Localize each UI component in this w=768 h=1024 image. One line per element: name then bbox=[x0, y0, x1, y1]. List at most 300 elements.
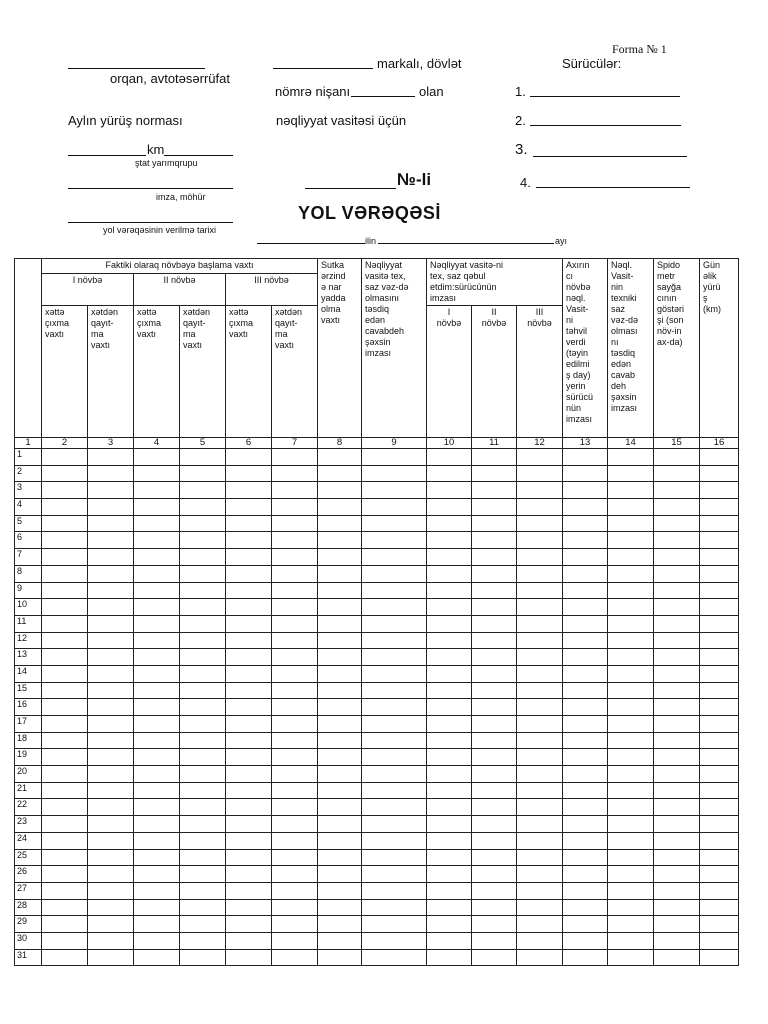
table-cell[interactable] bbox=[272, 449, 318, 466]
table-cell[interactable] bbox=[608, 832, 654, 849]
table-cell[interactable] bbox=[180, 532, 226, 549]
table-cell[interactable] bbox=[180, 916, 226, 933]
table-cell[interactable] bbox=[226, 949, 272, 966]
table-cell[interactable] bbox=[226, 749, 272, 766]
table-cell[interactable] bbox=[42, 799, 88, 816]
table-cell[interactable] bbox=[134, 599, 180, 616]
table-cell[interactable] bbox=[608, 582, 654, 599]
table-cell[interactable] bbox=[472, 615, 517, 632]
table-cell[interactable] bbox=[563, 899, 608, 916]
table-cell[interactable] bbox=[272, 649, 318, 666]
table-cell[interactable] bbox=[608, 882, 654, 899]
table-cell[interactable] bbox=[608, 549, 654, 566]
table-cell[interactable] bbox=[134, 465, 180, 482]
table-cell[interactable] bbox=[134, 882, 180, 899]
table-cell[interactable] bbox=[134, 832, 180, 849]
table-cell[interactable] bbox=[362, 699, 427, 716]
table-cell[interactable] bbox=[427, 716, 472, 733]
table-cell[interactable] bbox=[427, 449, 472, 466]
table-cell[interactable] bbox=[318, 949, 362, 966]
table-cell[interactable] bbox=[700, 866, 739, 883]
table-cell[interactable] bbox=[654, 649, 700, 666]
table-cell[interactable] bbox=[318, 632, 362, 649]
table-cell[interactable] bbox=[318, 615, 362, 632]
table-cell[interactable] bbox=[654, 482, 700, 499]
table-cell[interactable] bbox=[517, 515, 563, 532]
table-cell[interactable] bbox=[427, 899, 472, 916]
table-cell[interactable] bbox=[88, 682, 134, 699]
table-cell[interactable] bbox=[226, 766, 272, 783]
table-cell[interactable] bbox=[88, 582, 134, 599]
table-cell[interactable] bbox=[226, 882, 272, 899]
table-cell[interactable] bbox=[226, 932, 272, 949]
table-cell[interactable] bbox=[654, 932, 700, 949]
table-cell[interactable] bbox=[226, 899, 272, 916]
table-cell[interactable] bbox=[700, 849, 739, 866]
table-cell[interactable] bbox=[42, 532, 88, 549]
table-cell[interactable] bbox=[272, 632, 318, 649]
table-cell[interactable] bbox=[180, 832, 226, 849]
table-cell[interactable] bbox=[608, 699, 654, 716]
table-cell[interactable] bbox=[700, 799, 739, 816]
table-cell[interactable] bbox=[472, 749, 517, 766]
table-cell[interactable] bbox=[608, 532, 654, 549]
table-cell[interactable] bbox=[88, 515, 134, 532]
table-cell[interactable] bbox=[42, 549, 88, 566]
table-cell[interactable] bbox=[427, 499, 472, 516]
table-cell[interactable] bbox=[563, 515, 608, 532]
table-cell[interactable] bbox=[42, 665, 88, 682]
table-cell[interactable] bbox=[472, 866, 517, 883]
table-cell[interactable] bbox=[272, 532, 318, 549]
table-cell[interactable] bbox=[362, 449, 427, 466]
table-cell[interactable] bbox=[42, 732, 88, 749]
table-cell[interactable] bbox=[654, 449, 700, 466]
table-cell[interactable] bbox=[517, 882, 563, 899]
table-cell[interactable] bbox=[654, 632, 700, 649]
table-cell[interactable] bbox=[427, 465, 472, 482]
table-cell[interactable] bbox=[318, 465, 362, 482]
table-cell[interactable] bbox=[654, 916, 700, 933]
table-cell[interactable] bbox=[517, 449, 563, 466]
table-cell[interactable] bbox=[134, 732, 180, 749]
table-cell[interactable] bbox=[226, 732, 272, 749]
table-cell[interactable] bbox=[362, 916, 427, 933]
table-cell[interactable] bbox=[88, 816, 134, 833]
table-cell[interactable] bbox=[654, 732, 700, 749]
table-cell[interactable] bbox=[563, 732, 608, 749]
table-cell[interactable] bbox=[427, 599, 472, 616]
table-cell[interactable] bbox=[362, 849, 427, 866]
table-cell[interactable] bbox=[472, 649, 517, 666]
table-cell[interactable] bbox=[226, 682, 272, 699]
table-cell[interactable] bbox=[88, 549, 134, 566]
table-cell[interactable] bbox=[226, 615, 272, 632]
table-cell[interactable] bbox=[88, 599, 134, 616]
table-cell[interactable] bbox=[517, 732, 563, 749]
table-cell[interactable] bbox=[88, 799, 134, 816]
table-cell[interactable] bbox=[654, 682, 700, 699]
table-cell[interactable] bbox=[427, 549, 472, 566]
table-cell[interactable] bbox=[472, 499, 517, 516]
table-cell[interactable] bbox=[362, 816, 427, 833]
table-cell[interactable] bbox=[654, 882, 700, 899]
table-cell[interactable] bbox=[608, 499, 654, 516]
table-cell[interactable] bbox=[563, 699, 608, 716]
table-cell[interactable] bbox=[362, 932, 427, 949]
table-cell[interactable] bbox=[180, 515, 226, 532]
table-cell[interactable] bbox=[472, 949, 517, 966]
table-cell[interactable] bbox=[654, 615, 700, 632]
table-cell[interactable] bbox=[427, 866, 472, 883]
table-cell[interactable] bbox=[654, 816, 700, 833]
table-cell[interactable] bbox=[362, 649, 427, 666]
table-cell[interactable] bbox=[563, 632, 608, 649]
table-cell[interactable] bbox=[134, 899, 180, 916]
table-cell[interactable] bbox=[134, 716, 180, 733]
table-cell[interactable] bbox=[517, 599, 563, 616]
table-cell[interactable] bbox=[517, 615, 563, 632]
table-cell[interactable] bbox=[318, 899, 362, 916]
table-cell[interactable] bbox=[180, 482, 226, 499]
table-cell[interactable] bbox=[362, 866, 427, 883]
table-cell[interactable] bbox=[362, 949, 427, 966]
table-cell[interactable] bbox=[134, 782, 180, 799]
table-cell[interactable] bbox=[654, 532, 700, 549]
table-cell[interactable] bbox=[88, 615, 134, 632]
table-cell[interactable] bbox=[517, 499, 563, 516]
table-cell[interactable] bbox=[272, 899, 318, 916]
table-cell[interactable] bbox=[608, 599, 654, 616]
table-cell[interactable] bbox=[700, 582, 739, 599]
table-cell[interactable] bbox=[517, 766, 563, 783]
table-cell[interactable] bbox=[362, 482, 427, 499]
table-cell[interactable] bbox=[88, 916, 134, 933]
table-cell[interactable] bbox=[608, 482, 654, 499]
table-cell[interactable] bbox=[654, 599, 700, 616]
table-cell[interactable] bbox=[42, 465, 88, 482]
table-cell[interactable] bbox=[134, 665, 180, 682]
table-cell[interactable] bbox=[517, 832, 563, 849]
table-cell[interactable] bbox=[180, 932, 226, 949]
table-cell[interactable] bbox=[88, 532, 134, 549]
table-cell[interactable] bbox=[563, 866, 608, 883]
table-cell[interactable] bbox=[134, 499, 180, 516]
table-cell[interactable] bbox=[134, 949, 180, 966]
table-cell[interactable] bbox=[180, 582, 226, 599]
table-cell[interactable] bbox=[134, 749, 180, 766]
table-cell[interactable] bbox=[427, 849, 472, 866]
table-cell[interactable] bbox=[563, 482, 608, 499]
table-cell[interactable] bbox=[180, 665, 226, 682]
table-cell[interactable] bbox=[226, 532, 272, 549]
table-cell[interactable] bbox=[318, 482, 362, 499]
table-cell[interactable] bbox=[318, 882, 362, 899]
table-cell[interactable] bbox=[272, 866, 318, 883]
table-cell[interactable] bbox=[226, 632, 272, 649]
table-cell[interactable] bbox=[427, 732, 472, 749]
table-cell[interactable] bbox=[700, 949, 739, 966]
table-cell[interactable] bbox=[134, 866, 180, 883]
table-cell[interactable] bbox=[700, 465, 739, 482]
table-cell[interactable] bbox=[517, 465, 563, 482]
table-cell[interactable] bbox=[180, 615, 226, 632]
table-cell[interactable] bbox=[42, 515, 88, 532]
table-cell[interactable] bbox=[427, 932, 472, 949]
table-cell[interactable] bbox=[563, 832, 608, 849]
table-cell[interactable] bbox=[608, 449, 654, 466]
table-cell[interactable] bbox=[427, 649, 472, 666]
table-cell[interactable] bbox=[134, 682, 180, 699]
table-cell[interactable] bbox=[318, 766, 362, 783]
table-cell[interactable] bbox=[226, 916, 272, 933]
table-cell[interactable] bbox=[654, 699, 700, 716]
table-cell[interactable] bbox=[362, 599, 427, 616]
table-cell[interactable] bbox=[88, 482, 134, 499]
table-cell[interactable] bbox=[517, 866, 563, 883]
table-cell[interactable] bbox=[88, 649, 134, 666]
table-cell[interactable] bbox=[226, 582, 272, 599]
table-cell[interactable] bbox=[134, 582, 180, 599]
table-cell[interactable] bbox=[272, 916, 318, 933]
table-cell[interactable] bbox=[180, 899, 226, 916]
table-cell[interactable] bbox=[272, 565, 318, 582]
table-cell[interactable] bbox=[88, 932, 134, 949]
table-cell[interactable] bbox=[272, 949, 318, 966]
table-cell[interactable] bbox=[563, 499, 608, 516]
table-cell[interactable] bbox=[563, 716, 608, 733]
table-cell[interactable] bbox=[517, 782, 563, 799]
table-cell[interactable] bbox=[563, 882, 608, 899]
table-cell[interactable] bbox=[700, 682, 739, 699]
table-cell[interactable] bbox=[517, 649, 563, 666]
table-cell[interactable] bbox=[362, 882, 427, 899]
table-cell[interactable] bbox=[42, 699, 88, 716]
table-cell[interactable] bbox=[472, 549, 517, 566]
table-cell[interactable] bbox=[427, 832, 472, 849]
table-cell[interactable] bbox=[318, 599, 362, 616]
table-cell[interactable] bbox=[272, 782, 318, 799]
table-cell[interactable] bbox=[563, 949, 608, 966]
table-cell[interactable] bbox=[472, 916, 517, 933]
table-cell[interactable] bbox=[517, 699, 563, 716]
table-cell[interactable] bbox=[654, 465, 700, 482]
table-cell[interactable] bbox=[608, 916, 654, 933]
table-cell[interactable] bbox=[226, 465, 272, 482]
table-cell[interactable] bbox=[563, 615, 608, 632]
table-cell[interactable] bbox=[134, 916, 180, 933]
table-cell[interactable] bbox=[88, 499, 134, 516]
table-cell[interactable] bbox=[608, 816, 654, 833]
table-cell[interactable] bbox=[180, 682, 226, 699]
table-cell[interactable] bbox=[654, 832, 700, 849]
table-cell[interactable] bbox=[362, 615, 427, 632]
table-cell[interactable] bbox=[608, 465, 654, 482]
table-cell[interactable] bbox=[608, 866, 654, 883]
table-cell[interactable] bbox=[700, 882, 739, 899]
table-cell[interactable] bbox=[42, 632, 88, 649]
table-cell[interactable] bbox=[700, 916, 739, 933]
table-cell[interactable] bbox=[318, 665, 362, 682]
table-cell[interactable] bbox=[180, 699, 226, 716]
table-cell[interactable] bbox=[42, 849, 88, 866]
table-cell[interactable] bbox=[88, 449, 134, 466]
table-cell[interactable] bbox=[517, 799, 563, 816]
table-cell[interactable] bbox=[226, 816, 272, 833]
table-cell[interactable] bbox=[42, 882, 88, 899]
table-cell[interactable] bbox=[472, 665, 517, 682]
table-cell[interactable] bbox=[226, 482, 272, 499]
table-cell[interactable] bbox=[88, 832, 134, 849]
table-cell[interactable] bbox=[472, 782, 517, 799]
table-cell[interactable] bbox=[318, 682, 362, 699]
table-cell[interactable] bbox=[472, 732, 517, 749]
table-cell[interactable] bbox=[272, 499, 318, 516]
table-cell[interactable] bbox=[700, 565, 739, 582]
table-cell[interactable] bbox=[654, 565, 700, 582]
table-cell[interactable] bbox=[272, 699, 318, 716]
table-cell[interactable] bbox=[608, 749, 654, 766]
table-cell[interactable] bbox=[700, 599, 739, 616]
table-cell[interactable] bbox=[563, 582, 608, 599]
table-cell[interactable] bbox=[42, 599, 88, 616]
table-cell[interactable] bbox=[134, 632, 180, 649]
table-cell[interactable] bbox=[42, 899, 88, 916]
table-cell[interactable] bbox=[180, 732, 226, 749]
table-cell[interactable] bbox=[654, 549, 700, 566]
table-cell[interactable] bbox=[427, 699, 472, 716]
table-cell[interactable] bbox=[362, 665, 427, 682]
table-cell[interactable] bbox=[362, 732, 427, 749]
table-cell[interactable] bbox=[272, 682, 318, 699]
table-cell[interactable] bbox=[563, 665, 608, 682]
table-cell[interactable] bbox=[608, 649, 654, 666]
table-cell[interactable] bbox=[472, 449, 517, 466]
table-cell[interactable] bbox=[427, 632, 472, 649]
table-cell[interactable] bbox=[226, 866, 272, 883]
table-cell[interactable] bbox=[563, 449, 608, 466]
table-cell[interactable] bbox=[563, 916, 608, 933]
table-cell[interactable] bbox=[272, 599, 318, 616]
table-cell[interactable] bbox=[517, 549, 563, 566]
table-cell[interactable] bbox=[272, 732, 318, 749]
table-cell[interactable] bbox=[318, 749, 362, 766]
table-cell[interactable] bbox=[318, 699, 362, 716]
table-cell[interactable] bbox=[226, 649, 272, 666]
table-cell[interactable] bbox=[272, 832, 318, 849]
table-cell[interactable] bbox=[42, 749, 88, 766]
table-cell[interactable] bbox=[180, 499, 226, 516]
table-cell[interactable] bbox=[472, 515, 517, 532]
table-cell[interactable] bbox=[362, 465, 427, 482]
table-cell[interactable] bbox=[517, 532, 563, 549]
table-cell[interactable] bbox=[180, 799, 226, 816]
table-cell[interactable] bbox=[472, 465, 517, 482]
table-cell[interactable] bbox=[272, 799, 318, 816]
table-cell[interactable] bbox=[272, 766, 318, 783]
table-cell[interactable] bbox=[180, 949, 226, 966]
table-cell[interactable] bbox=[654, 499, 700, 516]
table-cell[interactable] bbox=[272, 515, 318, 532]
table-cell[interactable] bbox=[472, 849, 517, 866]
table-cell[interactable] bbox=[362, 565, 427, 582]
table-cell[interactable] bbox=[226, 665, 272, 682]
table-cell[interactable] bbox=[180, 632, 226, 649]
table-cell[interactable] bbox=[472, 816, 517, 833]
table-cell[interactable] bbox=[700, 732, 739, 749]
table-cell[interactable] bbox=[472, 532, 517, 549]
table-cell[interactable] bbox=[42, 482, 88, 499]
table-cell[interactable] bbox=[88, 699, 134, 716]
table-cell[interactable] bbox=[226, 782, 272, 799]
table-cell[interactable] bbox=[608, 932, 654, 949]
table-cell[interactable] bbox=[563, 932, 608, 949]
table-cell[interactable] bbox=[472, 882, 517, 899]
table-cell[interactable] bbox=[180, 882, 226, 899]
table-cell[interactable] bbox=[700, 482, 739, 499]
table-cell[interactable] bbox=[608, 515, 654, 532]
table-cell[interactable] bbox=[427, 615, 472, 632]
table-cell[interactable] bbox=[318, 799, 362, 816]
table-cell[interactable] bbox=[517, 899, 563, 916]
table-cell[interactable] bbox=[318, 565, 362, 582]
table-cell[interactable] bbox=[88, 882, 134, 899]
table-cell[interactable] bbox=[517, 749, 563, 766]
table-cell[interactable] bbox=[700, 499, 739, 516]
table-cell[interactable] bbox=[608, 849, 654, 866]
table-cell[interactable] bbox=[88, 899, 134, 916]
table-cell[interactable] bbox=[362, 766, 427, 783]
table-cell[interactable] bbox=[563, 766, 608, 783]
table-cell[interactable] bbox=[472, 682, 517, 699]
table-cell[interactable] bbox=[180, 599, 226, 616]
table-cell[interactable] bbox=[318, 515, 362, 532]
table-cell[interactable] bbox=[517, 916, 563, 933]
table-cell[interactable] bbox=[180, 766, 226, 783]
table-cell[interactable] bbox=[362, 532, 427, 549]
table-cell[interactable] bbox=[226, 799, 272, 816]
table-cell[interactable] bbox=[180, 549, 226, 566]
table-cell[interactable] bbox=[608, 782, 654, 799]
table-cell[interactable] bbox=[654, 866, 700, 883]
table-cell[interactable] bbox=[563, 649, 608, 666]
table-cell[interactable] bbox=[654, 749, 700, 766]
table-cell[interactable] bbox=[272, 932, 318, 949]
table-cell[interactable] bbox=[362, 515, 427, 532]
table-cell[interactable] bbox=[472, 699, 517, 716]
table-cell[interactable] bbox=[472, 766, 517, 783]
table-cell[interactable] bbox=[608, 899, 654, 916]
table-cell[interactable] bbox=[472, 899, 517, 916]
table-cell[interactable] bbox=[517, 816, 563, 833]
table-cell[interactable] bbox=[318, 816, 362, 833]
table-cell[interactable] bbox=[472, 932, 517, 949]
table-cell[interactable] bbox=[427, 749, 472, 766]
table-cell[interactable] bbox=[700, 749, 739, 766]
table-cell[interactable] bbox=[42, 682, 88, 699]
table-cell[interactable] bbox=[427, 665, 472, 682]
table-cell[interactable] bbox=[88, 749, 134, 766]
table-cell[interactable] bbox=[362, 632, 427, 649]
table-cell[interactable] bbox=[608, 615, 654, 632]
table-cell[interactable] bbox=[318, 582, 362, 599]
table-cell[interactable] bbox=[700, 665, 739, 682]
table-cell[interactable] bbox=[272, 549, 318, 566]
table-cell[interactable] bbox=[318, 932, 362, 949]
table-cell[interactable] bbox=[362, 899, 427, 916]
table-cell[interactable] bbox=[88, 632, 134, 649]
table-cell[interactable] bbox=[654, 849, 700, 866]
